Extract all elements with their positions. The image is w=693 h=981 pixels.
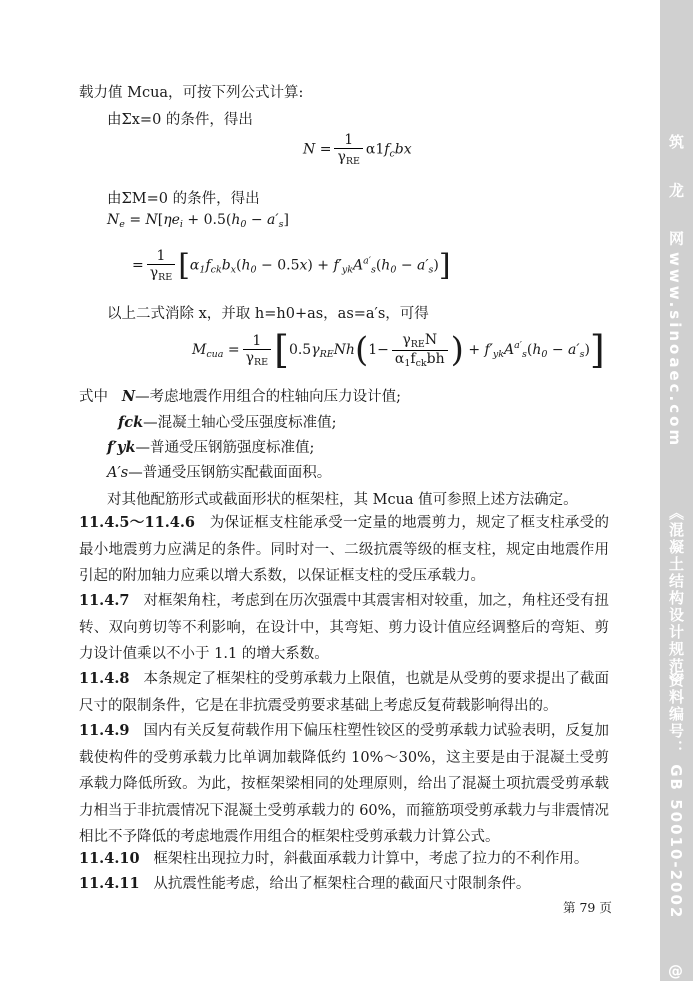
section-11-4-10 [79, 846, 609, 873]
section-number: 11.4.9 [79, 722, 130, 739]
where-label: 式中 [79, 389, 108, 405]
section-number: 11.4.7 [79, 592, 130, 609]
page-number: 第 79 页 [563, 900, 612, 915]
def-text: —混凝土轴心受压强度标准值; [143, 415, 337, 431]
def-text: —考虑地震作用组合的柱轴向压力设计值; [135, 389, 401, 405]
condition-eliminate: 以上二式消除 x，并取 h=h0+as，as=a′s，可得 [107, 306, 429, 322]
intro-line: 载力值 Mcua，可按下列公式计算: [79, 85, 304, 101]
section-11-4-11 [79, 871, 609, 898]
def-symbol: f′yk [107, 439, 136, 456]
equation-ne: $N_e = N[\eta e_i + 0.5(h_0 - a'_s]$ [107, 212, 289, 230]
sidebar-watermark [660, 0, 693, 981]
def-text: —普通受压钢筋实配截面面积。 [128, 465, 332, 481]
def-text: —普通受压钢筋强度标准值; [135, 440, 315, 456]
section-number: 11.4.10 [79, 850, 140, 867]
condition-sum-x: 由Σx=0 的条件，得出 [107, 112, 253, 128]
section-11-4-5 [79, 510, 609, 590]
section-text: 本条规定了框架柱的受剪承载力上限值，也就是从受剪的要求提出了截面尺寸的限制条件，它是在非抗震受剪要求基础上考虑反复荷载影响得出的。 [79, 671, 610, 714]
definition-fck [118, 411, 337, 432]
definition-n [79, 385, 401, 406]
section-number: 11.4.5～11.4.6 [79, 514, 196, 531]
sidebar-url[interactable]: www.sinoaec.com [666, 252, 684, 449]
section-text: 为保证框支柱能承受一定量的地震剪力，规定了框支柱承受的最小地震剪力应满足的条件。同时对一、二级抗震等级的框支柱，规定由地震作用引起的附加轴力应乘以增大系数，以保证框支柱的受压承载力。 [79, 515, 610, 584]
def-symbol: N [121, 388, 136, 405]
section-text: 国内有关反复荷载作用下偏压柱塑性铰区的受剪承载力试验表明，反复加载使构件的受剪承载力比单调加载降低约 10%～30%，这主要是由于混凝土受剪承载力降低所致。为此，按框架梁相同的处理原则，给出了混凝土项抗震受剪承载力相当于非抗震情况下混凝土受剪承载力的 60%，而箍筋项受剪承载力与非震情况相比不予降低的考虑地震作用组合的框架柱受剪承载力计算公式。 [79, 723, 610, 845]
definition-fyk [107, 436, 314, 457]
def-symbol: fck [118, 414, 144, 431]
condition-sum-m: 由ΣM=0 的条件，得出 [107, 191, 260, 207]
equation-mcua: $M_{cua}$ = $\frac{1}{\gamma_{RE}}$ [$0.5\gamma_{RE}Nh(1-$ $\frac{\gamma_{RE}N}{\alpha_1f_{ck}bh}$ ) + $f'_{yk}A^{a'}_s(h_0 - a'_s)$] [192, 328, 605, 372]
section-11-4-8 [79, 666, 609, 719]
section-text: 对框架角柱，考虑到在历次强震中其震害相对较重，加之，角柱还受有扭转、双向剪切等不利影响，在设计中，其弯矩、剪力设计值应经调整后的弯矩、剪力设计值乘以不小于 1.1 的增大系数。 [79, 593, 610, 662]
def-symbol: A′s [107, 465, 129, 481]
equation-ne-expanded: = $\frac{1}{\gamma_{RE}}$ $[\alpha_1f_{ck}b_x(h_0 - 0.5x) + f'_{yk}A^{a'}_s(h_0 - a'_s)]$ [132, 248, 451, 283]
section-11-4-9 [79, 718, 609, 851]
section-number: 11.4.11 [79, 875, 140, 892]
sidebar-document-code: 资料编号： GB 50010-2002 [667, 672, 685, 920]
section-text: 从抗震性能考虑，给出了框架柱合理的截面尺寸限制条件。 [153, 876, 531, 892]
sidebar-book-title: 《混凝土结构设计规范》 [667, 505, 685, 692]
equation-n: N = $\frac{1}{\gamma_{RE}}$ $\alpha 1f_cbx$ [303, 132, 412, 167]
definition-as [107, 461, 331, 482]
section-number: 11.4.8 [79, 670, 130, 687]
at-icon: @ [668, 962, 683, 980]
section-11-4-7 [79, 588, 609, 668]
section-text: 框架柱出现拉力时，斜截面承载力计算中，考虑了拉力的不利作用。 [153, 851, 589, 867]
other-forms-note: 对其他配筋形式或截面形状的框架柱，其 Mcua 值可参照上述方法确定。 [107, 492, 578, 508]
sidebar-brand: 筑 龙 网 [667, 134, 685, 260]
